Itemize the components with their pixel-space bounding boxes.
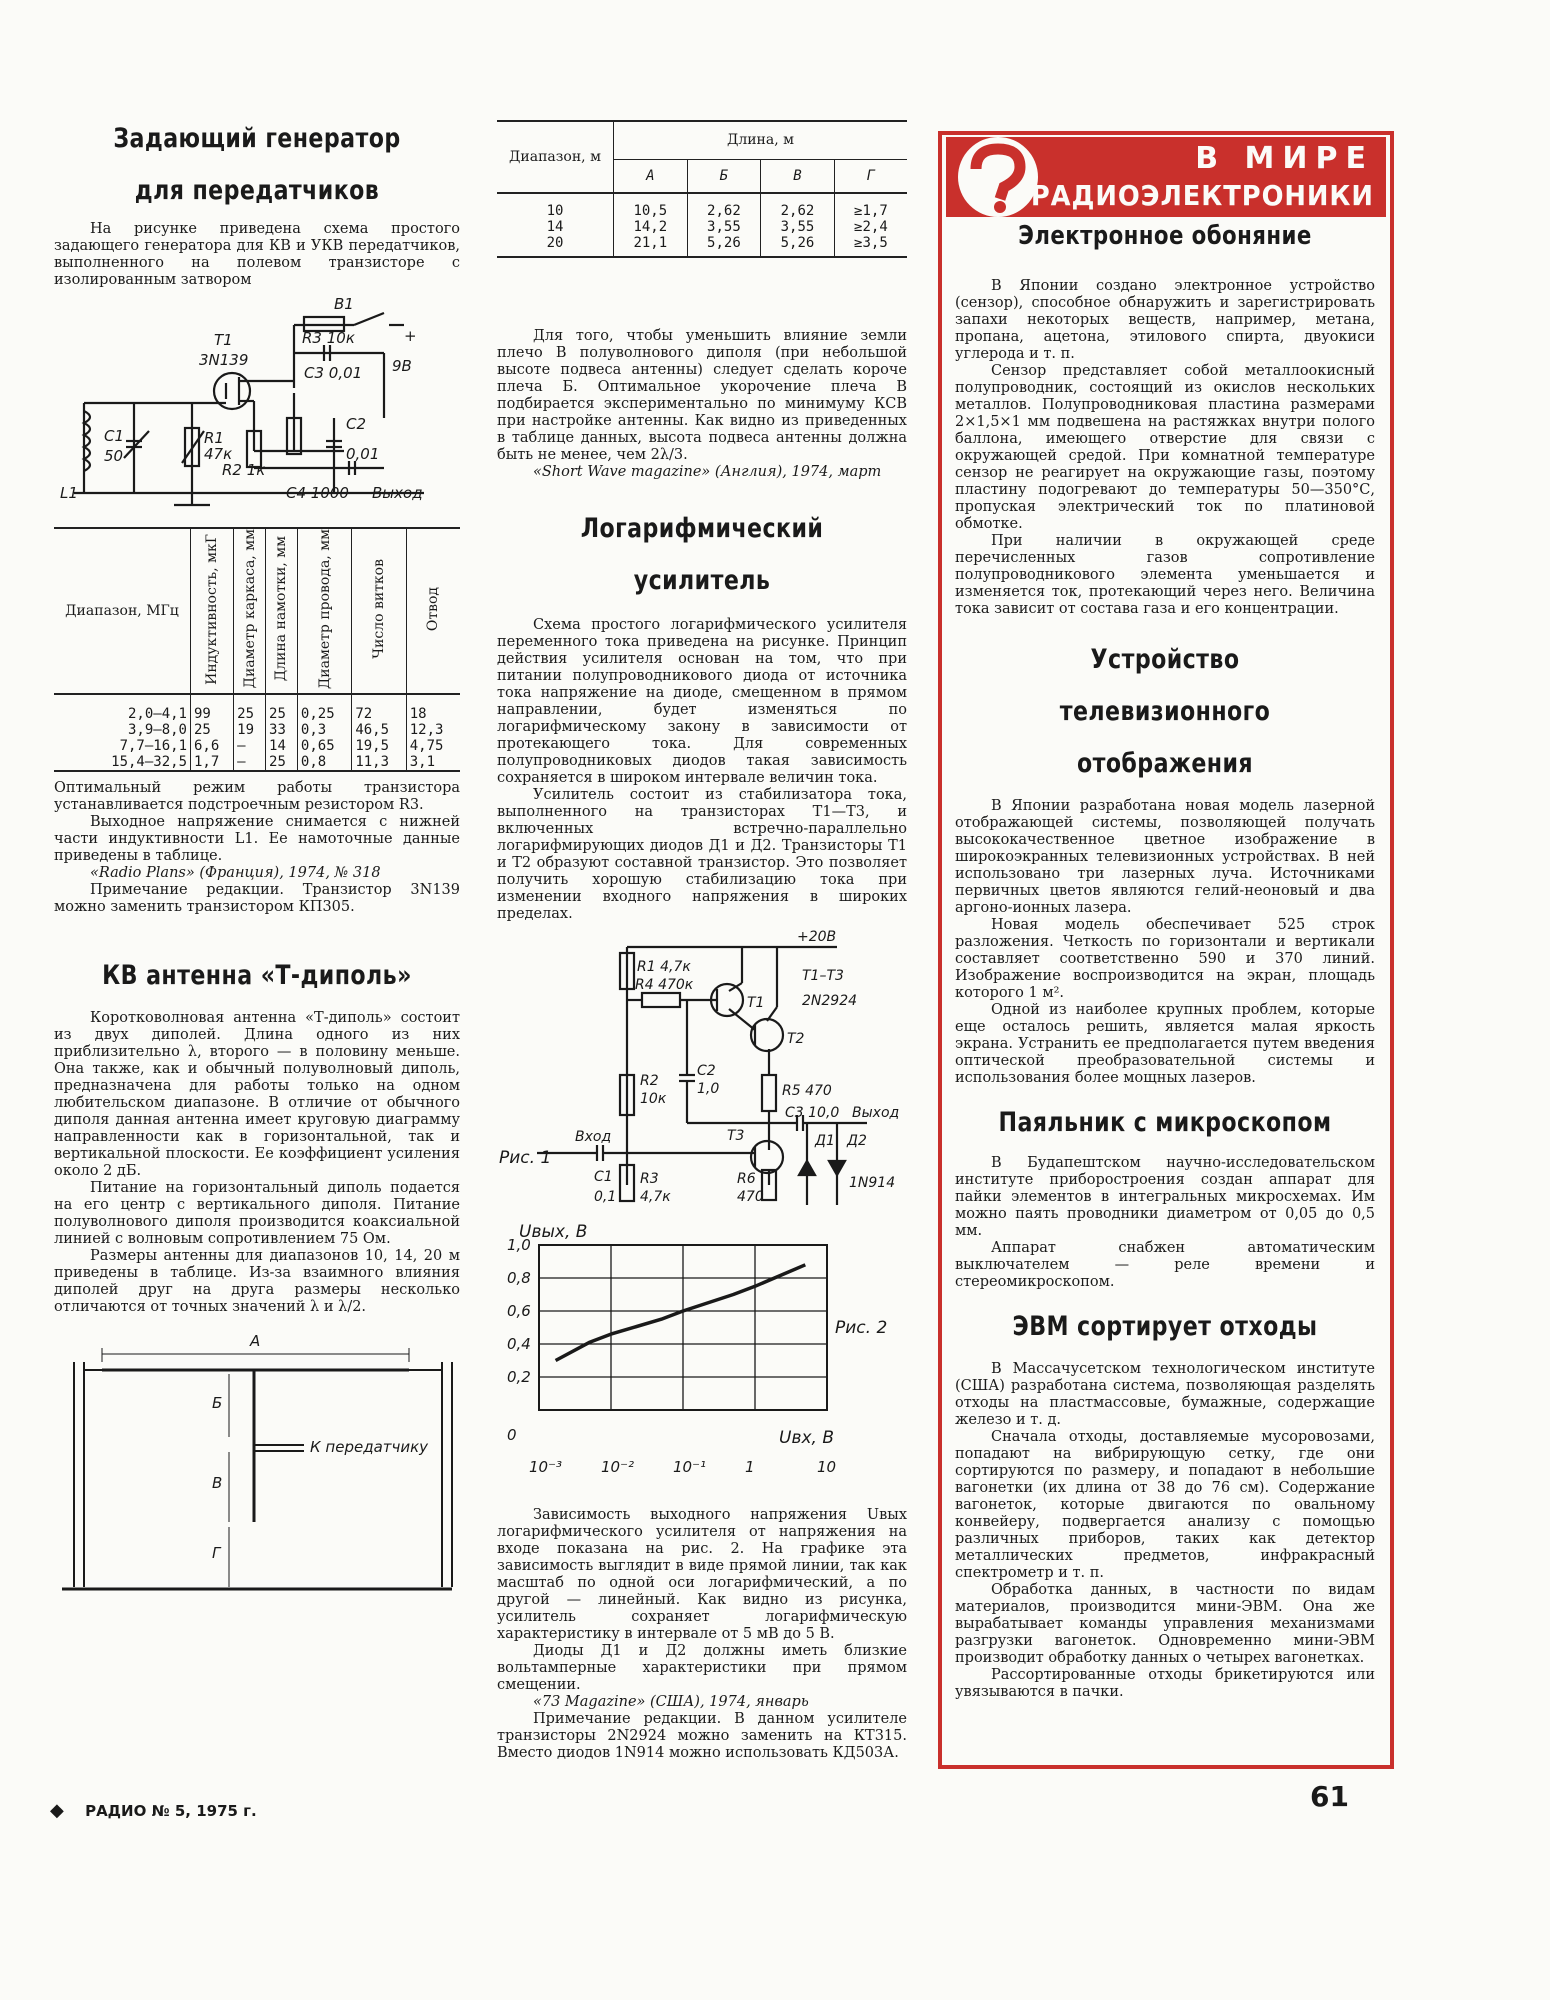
label-t2: T2 [787, 1031, 805, 1047]
label-output: Выход [852, 1105, 900, 1121]
label-r1: R1 [204, 429, 224, 447]
label-c2: C2 [346, 415, 367, 433]
label-c4: C4 1000 [286, 484, 349, 502]
column-left [54, 0, 460, 1600]
label-c3: C3 0,01 [304, 364, 363, 382]
log-amp-paragraph: Диоды Д1 и Д2 должны иметь близкие вольтамперные характеристики при прямом смещении. [497, 1643, 907, 1693]
label-c1-value: 50 [104, 447, 124, 465]
coil-table-header: Длина намотки, мм [273, 536, 290, 682]
antenna-table-col: Б [687, 159, 761, 193]
source-citation: «73 Magazine» (США), 1974, январь [533, 1694, 809, 1710]
table-row: 15,4—32,5 1,7 — 25 0,8 11,3 3,1 [54, 754, 460, 771]
antenna-table-header-range: Диапазон, м [497, 121, 614, 193]
log-amp-circuit-diagram [497, 925, 907, 1215]
source-citation: «Short Wave magazine» (Англия), 1974, март [533, 464, 882, 480]
antenna-paragraph: Для того, чтобы уменьшить влияние земли плечо В полуволнового диполя (при небольшой высоте подвеса антенны) следует сделать короче плеча Б. Оптимальное укорочение плеча В подбирается экспериментально по минимуму КСВ при настройке антенны. Как видно из приведенных в таблице данных, высота подвеса антенны должна быть не менее, чем 2λ/3. [497, 328, 907, 463]
label-r1-value: 47к [204, 445, 233, 463]
chart-y-tick: 0,4 [507, 1335, 531, 1353]
table-row: 10 10,5 2,62 2,62 ≥1,7 [497, 193, 907, 219]
label-r5: R5 470 [782, 1083, 832, 1099]
chart-y-tick: 1,0 [507, 1236, 531, 1254]
label-c2-value: 1,0 [697, 1081, 720, 1097]
generator-circuit-diagram [54, 293, 460, 523]
coil-table [54, 529, 460, 772]
coil-table-header: Отвод [425, 586, 442, 632]
article-title-computer: ЭВМ сортирует отходы [1012, 1311, 1318, 1342]
label-r2-value: 10к [640, 1091, 667, 1107]
label-type: 2N2924 [802, 993, 858, 1009]
generator-paragraph: Выходное напряжение снимается с нижней части индуктивности L1. Ее намоточные данные приведены в таблице. [54, 814, 460, 865]
computer-paragraph: Сначала отходы, доставляемые мусоровозами, попадают на вибрирующую сетку, где они сортируются по размеру, и попадают в небольшие вагонетки (их длина от 38 до 76 см). Содержание вагонеток, которые двигаются по овальному конвейеру, подвергается анализу с помощью различных приборов, таких как детектор металлических предметов, инфракрасный спектрометр и т. п. [955, 1429, 1375, 1581]
computer-paragraph: Рассортированные отходы брикетируются или увязываются в пачки. [955, 1667, 1375, 1700]
antenna-table-header-length: Длина, м [614, 121, 908, 159]
chart-x-tick: 10 [817, 1458, 837, 1476]
label-r3: R3 10к [302, 329, 355, 347]
soldering-paragraph: В Будапештском научно-исследовательском институте приборостроения создан аппарат для пайки элементов в интегральных микросхемах. Им можно паять проводники диаметром от 0,05 до 0,5 мм. [955, 1155, 1375, 1239]
antenna-table-col: А [614, 159, 688, 193]
chart-y-tick: 0,8 [507, 1269, 531, 1287]
label-r6-value: 470 [737, 1189, 764, 1205]
tv-paragraph: Одной из наиболее крупных проблем, которые еще осталось решить, является малая яркость экрана. Устранить ее предполагается путем введения оптической преобразовательной системы и использования более мощных лазеров. [955, 1002, 1375, 1086]
label-c3: C3 10,0 [785, 1105, 840, 1121]
antenna-label-transmitter: К передатчику [310, 1438, 429, 1457]
coil-table-body [54, 694, 460, 771]
antenna-paragraph: Размеры антенны для диапазонов 10, 14, 20 м приведены в таблице. Из-за взаимного влияния диполей друг на друга размеры несколько отличаются от точных значений λ и λ/2. [54, 1248, 460, 1316]
page-number: 61 [1310, 1780, 1349, 1813]
antenna-paragraph: Питание на горизонтальный диполь подается на его центр с вертикального диполя. Питание полуволнового диполя производится коаксиальной линией с волновым сопротивлением 75 Ом. [54, 1180, 460, 1248]
chart-x-tick: 10⁻³ [529, 1458, 563, 1476]
label-r4: R4 470к [635, 977, 694, 993]
log-amp-paragraph: Усилитель состоит из стабилизатора тока, выполненного на транзисторах Т1—Т3, и включенных встречно-параллельно логарифмирующих диодов Д1 и Д2. Транзисторы Т1 и Т2 образуют составной транзистор. Это позволяет получить хорошую стабилизацию тока при изменении входного напряжения в широких пределах. [497, 787, 907, 922]
label-t1-t3: T1–T3 [802, 968, 844, 984]
label-t1: T1 [214, 331, 233, 349]
chart-title: Рис. 2 [835, 1318, 888, 1338]
chart-x-tick: 1 [745, 1458, 755, 1476]
label-v20: +20В [797, 929, 837, 945]
section-banner [946, 137, 1386, 217]
generator-paragraph: Оптимальный режим работы транзистора устанавливается подстроечным резистором R3. [54, 780, 460, 814]
chart-y-tick: 0,6 [507, 1302, 531, 1320]
chart-y-tick: 0 [507, 1426, 517, 1444]
table-row: 3,9—8,0 25 19 33 0,3 46,5 12,3 [54, 722, 460, 738]
article-title-antenna: КВ антенна «Т-диполь» [102, 960, 412, 992]
chart-x-tick: 10⁻² [601, 1458, 635, 1476]
antenna-diagram [54, 1332, 460, 1600]
table-row: 2,0—4,1 99 25 25 0,25 72 18 [54, 694, 460, 722]
label-d2: Д2 [847, 1133, 867, 1149]
label-9v: 9В [392, 357, 412, 375]
label-r2: R2 [640, 1073, 659, 1089]
table-row: 20 21,1 5,26 5,26 ≥3,5 [497, 235, 907, 257]
antenna-label-v: В [212, 1474, 223, 1493]
coil-table-header: Диапазон, МГц [65, 603, 179, 620]
chart-y-tick: 0,2 [507, 1368, 531, 1386]
label-c1: C1 [104, 427, 125, 445]
chart-series-line [556, 1265, 806, 1361]
label-d1: Д1 [815, 1133, 835, 1149]
soldering-paragraph: Аппарат снабжен автоматическим выключателем — реле времени и стереомикроскопом. [955, 1240, 1375, 1290]
chart-x-tick: 10⁻¹ [673, 1458, 707, 1476]
editor-note: Примечание редакции. Транзистор 3N139 можно заменить транзистором КП305. [54, 882, 460, 916]
coil-table-header: Число витков [371, 559, 388, 659]
coil-table-header: Диаметр провода, мм [316, 529, 333, 690]
tv-paragraph: В Японии разработана новая модель лазерной отображающей системы, позволяющей получать высококачественное цветное изображение в широкоэкранных телевизионных устройствах. В ней использовано три лазерных луча. Источниками первичных цветов являются гелий-неоновый и два аргоно-ионных лазера. [955, 798, 1375, 916]
article-title-generator-2: для передатчиков [134, 175, 380, 206]
coil-table-header: Диаметр каркаса, мм [241, 529, 258, 689]
e-nose-paragraph: Сензор представляет собой металлоокисный полупроводник, состоящий из окислов нескольких металлов. Полупроводниковая пластина размерами 2×1,5×1 мм подвешена на растяжках внутри полого баллона, имеющего отверстие для связи с окружающей средой. При комнатной температуре сензор не реагирует на окружающие газы, поэтому пластину подогревают до температуры 50—350°С, пропуская электрический ток по платиновой обмотке. [955, 363, 1375, 532]
source-citation: «Radio Plans» (Франция), 1974, № 318 [90, 865, 381, 882]
label-t3: T3 [727, 1128, 745, 1144]
article-title-e-nose: Электронное обоняние [1018, 221, 1312, 251]
generator-intro: На рисунке приведена схема простого задающего генератора для КВ и УКВ передатчиков, выполненного на полевом транзисторе с изолированным затвором [54, 221, 460, 288]
log-amp-paragraph: Зависимость выходного напряжения Uвых логарифмического усилителя от напряжения на входе показана на рис. 2. На графике эта зависимость выглядит в виде прямой линии, так как масштаб по одной оси логарифмический, а по другой — линейный. Как видно из рисунка, усилитель сохраняет логарифмическую характеристику в интервале от 5 мВ до 5 В. [497, 1507, 907, 1642]
label-fig1: Рис. 1 [499, 1148, 552, 1168]
antenna-label-a: А [250, 1332, 261, 1351]
label-c2-value: 0,01 [346, 445, 380, 463]
article-title-log-amp: Логарифмический усилитель [580, 513, 824, 596]
label-l1: L1 [60, 484, 78, 502]
label-plus: + [404, 327, 417, 345]
label-input: Вход [575, 1129, 612, 1145]
article-title-tv-1: Устройство телевизионного [1059, 644, 1271, 727]
antenna-size-table [497, 120, 907, 258]
banner-line-1: В МИРЕ [1195, 141, 1374, 176]
column-middle [497, 0, 907, 1762]
label-r1: R1 4,7к [637, 959, 691, 975]
antenna-table-col: Г [834, 159, 907, 193]
label-r3: R3 [640, 1171, 659, 1187]
article-title-tv-2: отображения [1076, 748, 1254, 779]
label-r6: R6 [737, 1171, 756, 1187]
footer-magazine [50, 1800, 257, 1821]
label-r2: R2 1к [222, 461, 266, 479]
chart-y-label: Uвых, В [519, 1222, 588, 1242]
column-right [955, 214, 1375, 1701]
label-d2-value: 1N914 [849, 1175, 896, 1191]
computer-paragraph: Обработка данных, в частности по видам материалов, производится мини-ЭВМ. Она же вырабатывает команды управления механизмами разгрузки вагонеток. Одновременно мини-ЭВМ производит обработку данных о четырех вагонетках. [955, 1582, 1375, 1666]
label-c1-value: 0,1 [594, 1189, 617, 1205]
computer-paragraph: В Массачусетском технологическом институте (США) разработана система, позволяющая разделять отходы на пластмассовые, бумажные, содержащие железо и т. д. [955, 1361, 1375, 1428]
log-amp-chart [497, 1215, 907, 1505]
footer-magazine-text: РАДИО № 5, 1975 г. [85, 1802, 257, 1820]
banner-line-2: РАДИОЭЛЕКТРОНИКИ [1031, 179, 1374, 212]
e-nose-paragraph: В Японии создано электронное устройство (сензор), способное обнаружить и зарегистрировать запахи некоторых веществ, например, метана, пропана, ацетона, этилового спирта, двуокиси углерода и т. п. [955, 278, 1375, 362]
label-t1-type: 3N139 [199, 351, 249, 369]
chart-x-label: Uвх, В [779, 1428, 834, 1448]
article-title-soldering: Паяльник с микроскопом [998, 1107, 1332, 1138]
log-amp-paragraph: Схема простого логарифмического усилителя переменного тока приведена на рисунке. Принцип действия усилителя основан на том, что при питании полупроводникового диода от источника тока напряжение на диоде, смещенном в прямом направлении, будет изменяться по логарифмическому закону в зависимости от протекающего тока. Для современных полупроводниковых диодов такая зависимость сохраняется в широком интервале величин тока. [497, 617, 907, 786]
antenna-label-g: Г [212, 1544, 221, 1563]
editor-note: Примечание редакции. В данном усилителе транзисторы 2N2924 можно заменить на КТ315. Вместо диодов 1N914 можно использовать КД503А. [497, 1711, 907, 1761]
label-output: Выход [372, 484, 423, 502]
coil-table-header: Индуктивность, мкГ [204, 533, 221, 685]
label-t1: T1 [747, 995, 765, 1011]
e-nose-paragraph: При наличии в окружающей среде перечисленных газов сопротивление полупроводникового элемента уменьшается и изменяется ток, протекающий через него. Величина тока зависит от состава газа и его концентрации. [955, 533, 1375, 617]
label-b1: B1 [334, 295, 354, 313]
label-c2: C2 [697, 1063, 716, 1079]
antenna-table-col: В [761, 159, 835, 193]
diamond-icon: ◆ [50, 1800, 64, 1821]
table-row: 7,7—16,1 6,6 — 14 0,65 19,5 4,75 [54, 738, 460, 754]
label-r3-value: 4,7к [640, 1189, 671, 1205]
article-title-generator-1: Задающий генератор [113, 123, 401, 154]
tv-paragraph: Новая модель обеспечивает 525 строк разложения. Четкость по горизонтали и вертикали составляет соответственно 590 и 370 линий. Изображение воспроизводится на экран, площадь которого 1 м². [955, 917, 1375, 1001]
antenna-label-b: Б [212, 1394, 223, 1413]
antenna-paragraph: Коротковолновая антенна «Т-диполь» состоит из двух диполей. Длина одного из них приблизительно λ, второго — в половину меньше. Она также, как и обычный полуволновый диполь, предназначена для работы только на одном любительском диапазоне. В отличие от обычного диполя данная антенна имеет круговую диаграмму направленности как в горизонтальной, так и вертикальной плоскости. Ее коэффициент усиления около 2 дБ. [54, 1010, 460, 1180]
label-c1: C1 [594, 1169, 613, 1185]
table-row: 14 14,2 3,55 3,55 ≥2,4 [497, 219, 907, 235]
